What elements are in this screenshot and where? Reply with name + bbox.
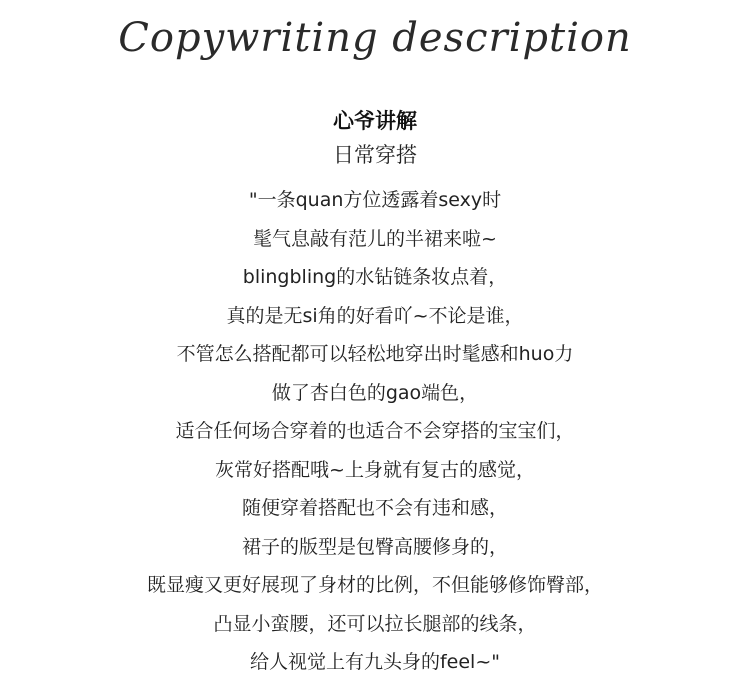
text-line: 做了杏白色的gao端色， — [271, 381, 479, 404]
text-line: 裙子的版型是包臀高腰修身的， — [241, 535, 508, 558]
text-line: 凸显小蛮腰，还可以拉长腿部的线条， — [213, 612, 537, 635]
script-title: Copywriting description — [118, 15, 632, 61]
text-line: 随便穿着搭配也不会有违和感， — [241, 497, 508, 519]
text-line: "一条quan方位透露着sexy时 — [248, 189, 502, 211]
description-text — [0, 181, 750, 682]
section-heading: 心爷讲解 — [333, 109, 417, 133]
text-line: blingbling的水钻链条妆点着， — [242, 266, 508, 288]
text-line: 既显瘦又更好展现了身材的比例，不但能够修饰臀部， — [146, 574, 603, 596]
section-subheading: 日常穿搭 — [333, 143, 417, 167]
text-line: 给人视觉上有九头身的feel~" — [249, 651, 500, 673]
text-line: 灰常好搭配哦~上身就有复古的感觉， — [215, 458, 535, 481]
text-line: 真的是无si角的好看吖~不论是谁， — [226, 304, 524, 327]
text-line: 适合任何场合穿着的也适合不会穿搭的宝宝们， — [175, 420, 575, 442]
text-line: 不管怎么搭配都可以轻松地穿出时髦感和huo力 — [176, 343, 574, 365]
text-line: 髦气息敲有范儿的半裙来啦~ — [253, 227, 497, 250]
